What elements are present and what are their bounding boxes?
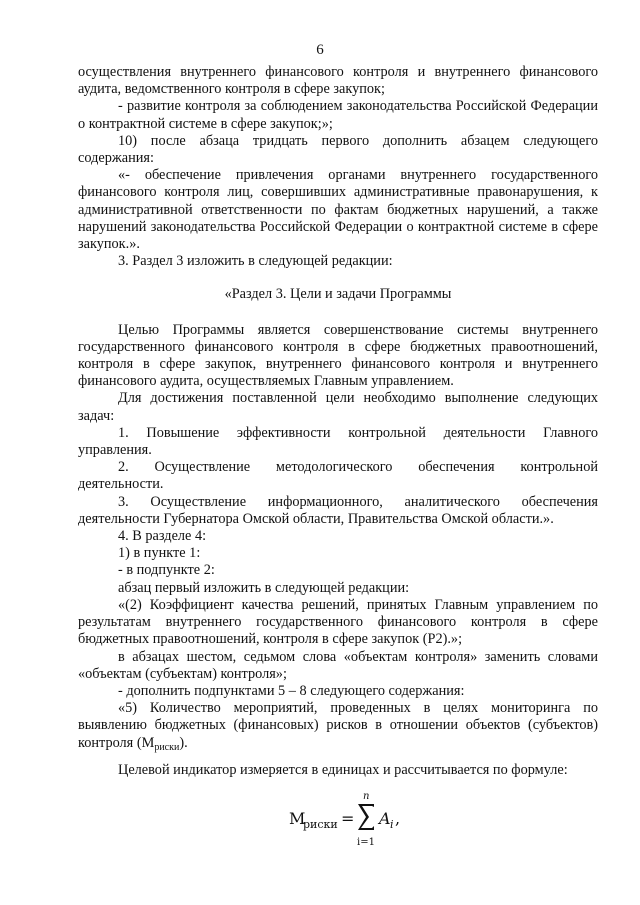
page-number: 6 xyxy=(316,42,324,58)
sum-upper-limit: n xyxy=(363,791,370,802)
formula-end: , xyxy=(395,809,401,828)
paragraph: «- обеспечение привлечения органами внутреннего государственного финансового контроля лиц, совершивших административные правонарушения, к административной ответственности по фактам бюджетных нарушений, а также нарушений законодательства Российской Федерации о контрактной системе в сфере закупок.». xyxy=(78,167,598,253)
paragraph: «(2) Коэффициент качества решений, принятых Главным управлением по результатам внутреннего государственного финансового контроля в сфере бюджетных правоотношений, контроля в сфере закупок (Р2).»; xyxy=(78,596,598,648)
paragraph: «Раздел 3. Цели и задачи Программы xyxy=(224,286,452,303)
paragraph-tail: ). xyxy=(179,734,188,751)
paragraph: 3. Осуществление информационного, аналитического обеспечения деятельности Губернатора Омской области, Правительства Омской области.». xyxy=(78,493,598,527)
document-body xyxy=(78,64,598,779)
formula-equals: = xyxy=(341,809,355,828)
paragraph: 10) после абзаца тридцать первого дополнить абзацем следующего содержания: xyxy=(78,132,598,167)
paragraph-indicator-5 xyxy=(78,700,598,752)
paragraph: 1) в пункте 1: xyxy=(118,545,201,562)
formula-intro: Целевой индикатор измеряется в единицах и рассчитывается по формуле: xyxy=(118,761,568,778)
paragraph: 3. Раздел 3 изложить в следующей редакции: xyxy=(118,253,393,270)
paragraph-list xyxy=(78,64,598,700)
paragraph: 1. Повышение эффективности контрольной деятельности Главного управления. xyxy=(78,424,598,459)
paragraph: Целью Программы является совершенствование системы внутреннего государственного финансового контроля в сфере бюджетных правоотношений, контроля в сфере закупок, внутреннего финансового контроля и внутреннего финансового аудита, осуществляемых Главным управлением. xyxy=(78,321,598,390)
sum-lower-limit: i=1 xyxy=(357,837,375,848)
paragraph: - в подпункте 2: xyxy=(118,562,215,579)
paragraph: абзац первый изложить в следующей редакции: xyxy=(118,579,410,596)
formula-term: A xyxy=(379,809,391,828)
subscript-riski: риски xyxy=(154,741,180,753)
formula xyxy=(0,790,640,850)
paragraph: - развитие контроля за соблюдением законодательства Российской Федерации о контрактной системе в сфере закупок;»; xyxy=(78,98,598,132)
paragraph: Для достижения поставленной цели необходимо выполнение следующих задач: xyxy=(78,390,598,424)
formula-lhs-sub: риски xyxy=(303,818,338,831)
formula-lhs: М xyxy=(289,809,306,828)
paragraph: 4. В разделе 4: xyxy=(118,528,207,545)
paragraph: 2. Осуществление методологического обеспечения контрольной деятельности. xyxy=(78,459,598,493)
paragraph: в абзацах шестом, седьмом слова «объектам контроля» заменить словами «объектам (субъектам) контроля»; xyxy=(78,648,598,682)
formula-term-sub: i xyxy=(390,818,394,831)
sigma-icon xyxy=(358,804,374,830)
paragraph: - дополнить подпунктами 5 – 8 следующего содержания: xyxy=(118,682,465,699)
paragraph: осуществления внутреннего финансового контроля и внутреннего финансового аудита, ведомственного контроля в сфере закупок; xyxy=(78,64,598,98)
paragraph-text: «5) Количество мероприятий, проведенных в целях мониторинга по выявлению бюджетных (финансовых) рисков в отношении объектов (субъектов) контроля (М xyxy=(78,700,598,751)
